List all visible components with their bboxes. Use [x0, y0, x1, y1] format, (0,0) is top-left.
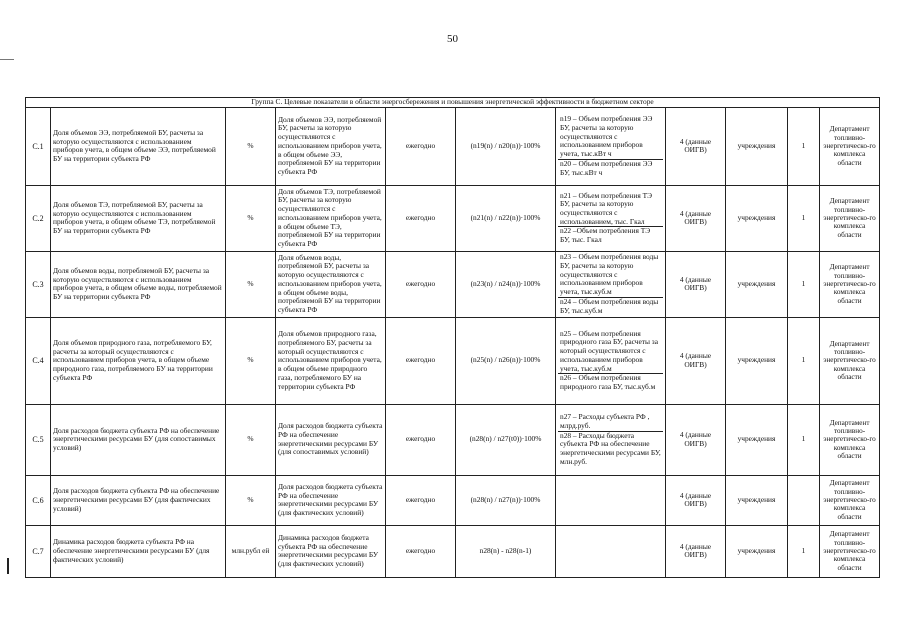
definition-cell: Доля расходов бюджета субъекта РФ на обеспечение энергетическими ресурсами БУ (для сопоставимых условий)	[276, 404, 386, 475]
department-cell: Департамент топливно-энергетическо-го комплекса области	[820, 185, 880, 251]
indicator-name: Доля объемов воды, потребляемой БУ, расчеты за которую осуществляются с использованием приборов учета, в общем объеме воды, потребляемой БУ на территории субъекта РФ	[51, 251, 226, 317]
indicator-name: Доля объемов ТЭ, потребляемой БУ, расчеты за которую осуществляются с использованием приборов учета, в общем объеме ТЭ, потребляемой БУ на территории субъекта РФ	[51, 185, 226, 251]
level-cell: учреждения	[726, 404, 788, 475]
definition-cell: Доля объемов ЭЭ, потребляемой БУ, расчеты за которую осуществляются с использованием приборов учета, в общем объеме ЭЭ, потребляемой БУ на территории субъекта РФ	[276, 107, 386, 185]
source-indicators-cell	[556, 185, 666, 251]
table-row	[26, 317, 880, 404]
frequency-cell: ежегодно	[386, 251, 456, 317]
department-cell: Департамент топливно-энергетическо-го комплекса области	[820, 475, 880, 525]
unit-cell: %	[226, 404, 276, 475]
indicator-name: Динамика расходов бюджета субъекта РФ на обеспечение энергетическими ресурсами БУ (для фактических условий)	[51, 525, 226, 577]
unit-cell: млн.рубл ей	[226, 525, 276, 577]
formula-cell: (n25(n) / n26(n))·100%	[456, 317, 556, 404]
frequency-cell: ежегодно	[386, 185, 456, 251]
indicator-name: Доля расходов бюджета субъекта РФ на обеспечение энергетическими ресурсами БУ (для фактических условий)	[51, 475, 226, 525]
definition-cell: Доля объемов воды, потребляемой БУ, расчеты за которую осуществляются с использованием приборов учета, в общем объеме воды, потребляемой БУ на территории субъекта РФ	[276, 251, 386, 317]
level-cell: учреждения	[726, 475, 788, 525]
indicator-bottom: n22 –Объем потребления ТЭ БУ, тыс. Гкал	[560, 226, 651, 245]
row-code: С.4	[26, 317, 51, 404]
frequency-cell: ежегодно	[386, 475, 456, 525]
unit-cell: %	[226, 185, 276, 251]
table-row	[26, 251, 880, 317]
frequency-cell: ежегодно	[386, 317, 456, 404]
margin-tick	[7, 558, 9, 574]
source-cell: 4 (данные ОИГВ)	[666, 404, 726, 475]
indicator-bottom: n28 – Расходы бюджета субъекта РФ на обеспечение энергетическими ресурсами БУ, млн.руб.	[560, 430, 661, 466]
table-row	[26, 525, 880, 577]
department-cell: Департамент топливно-энергетическо-го комплекса области	[820, 251, 880, 317]
level-cell: учреждения	[726, 185, 788, 251]
type-cell: 1	[788, 251, 820, 317]
indicator-top: n21 – Объем потребления ТЭ БУ, расчеты за которую осуществляются с использованием, тыс. Гкал	[558, 192, 663, 228]
indicator-bottom: n20 – Объем потребления ЭЭ БУ, тыс.кВт ч	[560, 158, 653, 177]
table-body	[26, 107, 880, 577]
definition-cell: Доля расходов бюджета субъекта РФ на обеспечение энергетическими ресурсами БУ (для фактических условий)	[276, 475, 386, 525]
type-cell	[788, 475, 820, 525]
source-indicators-cell	[556, 475, 666, 525]
formula-cell: (n19(n) / n20(n))·100%	[456, 107, 556, 185]
formula-cell: (n28(n) / n27(t0))·100%	[456, 404, 556, 475]
source-cell: 4 (данные ОИГВ)	[666, 185, 726, 251]
unit-cell: %	[226, 475, 276, 525]
margin-mark	[0, 59, 14, 60]
department-cell: Департамент топливно-энергетическо-го комплекса области	[820, 404, 880, 475]
type-cell: 1	[788, 185, 820, 251]
unit-cell: %	[226, 317, 276, 404]
row-code: С.1	[26, 107, 51, 185]
indicator-top: n27 – Расходы субъекта РФ , млрд.руб.	[558, 413, 663, 431]
level-cell: учреждения	[726, 107, 788, 185]
row-code: С.6	[26, 475, 51, 525]
source-cell: 4 (данные ОИГВ)	[666, 251, 726, 317]
indicator-top: n25 – Объем потребления природного газа БУ, расчеты за который осуществляются с использованием приборов учета, тыс.куб.м	[558, 330, 663, 375]
level-cell: учреждения	[726, 525, 788, 577]
row-code: С.2	[26, 185, 51, 251]
indicator-name: Доля объемов природного газа, потребляемого БУ, расчеты за который осуществляются с использованием приборов учета, в общем объеме природного газа, потребляемого БУ на территории субъекта РФ	[51, 317, 226, 404]
indicator-top: n23 – Объем потребления воды БУ, расчеты за которую осуществляются с использованием приборов учета, тыс.куб.м	[558, 253, 663, 298]
row-code: С.3	[26, 251, 51, 317]
source-cell: 4 (данные ОИГВ)	[666, 107, 726, 185]
level-cell: учреждения	[726, 317, 788, 404]
source-indicators-cell	[556, 525, 666, 577]
row-code: С.5	[26, 404, 51, 475]
page-number: 50	[447, 33, 458, 45]
source-indicators-cell	[556, 251, 666, 317]
definition-cell: Доля объемов ТЭ, потребляемой БУ, расчеты за которую осуществляются с использованием приборов учета, в общем объеме ТЭ, потребляемой БУ на территории субъекта РФ	[276, 185, 386, 251]
indicator-bottom: n24 – Объем потребления воды БУ, тыс.куб.м	[560, 296, 659, 315]
group-title: Группа С. Целевые показатели в области энергосбережения и повышения энергетической эффективности в бюджетном секторе	[26, 98, 880, 108]
frequency-cell: ежегодно	[386, 107, 456, 185]
type-cell: 1	[788, 107, 820, 185]
formula-cell: (n28(n) / n27(n))·100%	[456, 475, 556, 525]
department-cell: Департамент топливно-энергетическо-го комплекса области	[820, 107, 880, 185]
row-code: С.7	[26, 525, 51, 577]
unit-cell: %	[226, 107, 276, 185]
department-cell: Департамент топливно-энергетическо-го комплекса области	[820, 525, 880, 577]
formula-cell: (n23(n) / n24(n))·100%	[456, 251, 556, 317]
source-cell: 4 (данные ОИГВ)	[666, 475, 726, 525]
table-row	[26, 475, 880, 525]
frequency-cell: ежегодно	[386, 404, 456, 475]
frequency-cell: ежегодно	[386, 525, 456, 577]
table-row	[26, 185, 880, 251]
group-title-row	[26, 98, 880, 108]
source-cell: 4 (данные ОИГВ)	[666, 525, 726, 577]
indicator-name: Доля объемов ЭЭ, потребляемой БУ, расчеты за которую осуществляются с использованием приборов учета, в общем объеме ЭЭ, потребляемой БУ на территории субъекта РФ	[51, 107, 226, 185]
formula-cell: (n21(n) / n22(n))·100%	[456, 185, 556, 251]
definition-cell: Доля объемов природного газа, потребляемого БУ, расчеты за который осуществляются с использованием приборов учета, в общем объеме природного газа, потребляемого БУ на территории субъекта РФ	[276, 317, 386, 404]
type-cell: 1	[788, 404, 820, 475]
unit-cell: %	[226, 251, 276, 317]
type-cell: 1	[788, 525, 820, 577]
source-indicators-cell	[556, 404, 666, 475]
department-cell: Департамент топливно-энергетическо-го комплекса области	[820, 317, 880, 404]
table-row	[26, 404, 880, 475]
indicator-bottom: n26 – Объем потребления природного газа БУ, тыс.куб.м	[560, 373, 656, 392]
indicator-top: n19 – Объем потребления ЭЭ БУ, расчеты за которую осуществляются с использованием приборов учета, тыс.кВт ч	[558, 115, 663, 160]
source-indicators-cell	[556, 107, 666, 185]
indicator-table	[25, 97, 880, 578]
source-indicators-cell	[556, 317, 666, 404]
source-cell: 4 (данные ОИГВ)	[666, 317, 726, 404]
formula-cell: n28(n) - n28(n-1)	[456, 525, 556, 577]
table-row	[26, 107, 880, 185]
indicator-name: Доля расходов бюджета субъекта РФ на обеспечение энергетическими ресурсами БУ (для сопоставимых условий)	[51, 404, 226, 475]
definition-cell: Динамика расходов бюджета субъекта РФ на обеспечение энергетическими ресурсами БУ (для фактических условий)	[276, 525, 386, 577]
level-cell: учреждения	[726, 251, 788, 317]
type-cell: 1	[788, 317, 820, 404]
